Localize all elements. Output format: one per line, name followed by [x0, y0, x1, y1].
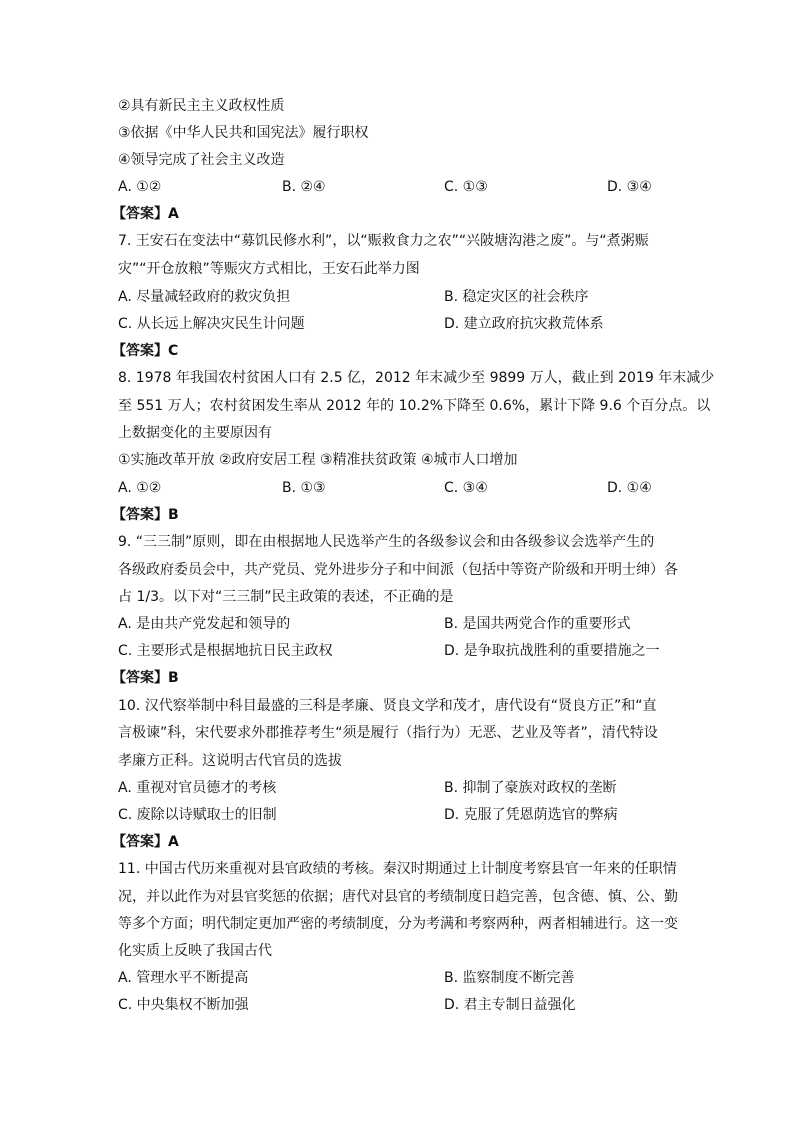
question-7-line-1: 7. 王安石在变法中“募饥民修水利”，以“赈救食力之农”“兴陂塘沟港之废”。与“煮粥赈 [118, 233, 649, 249]
question-9-line-3: 占 1/3。以下对“三三制”民主政策的表述，不正确的是 [118, 589, 454, 605]
option-b: B. 稳定灾区的社会秩序 [444, 289, 589, 305]
question-7-line-2: 灾”“开仓放粮”等赈灾方式相比，王安石此举力图 [118, 261, 420, 277]
option-d: D. ③④ [607, 179, 652, 195]
answer: 【答案】B [112, 507, 179, 523]
option-c: C. ①③ [444, 179, 488, 195]
answer: 【答案】C [112, 343, 179, 359]
statement-2: ②具有新民主主义政权性质 [118, 98, 285, 114]
option-d: D. 君主专制日益强化 [444, 997, 576, 1013]
question-11-line-3: 等多个方面；明代制定更加严密的考绩制度，分为考满和考察两种，两者相辅进行。这一变 [118, 916, 678, 932]
option-a: A. ①② [118, 179, 162, 195]
option-c: C. 主要形式是根据地抗日民主政权 [118, 643, 333, 659]
option-c: C. 废除以诗赋取士的旧制 [118, 807, 277, 823]
question-11-line-2: 况，并以此作为对县官奖惩的依据；唐代对县官的考绩制度日趋完善，包含德、慎、公、勤 [118, 889, 678, 905]
option-c: C. ③④ [444, 480, 488, 496]
option-d: D. 克服了凭恩荫选官的弊病 [444, 807, 618, 823]
question-11-line-1: 11. 中国古代历来重视对县官政绩的考核。秦汉时期通过上计制度考察县官一年来的任职情 [118, 861, 677, 877]
option-b: B. ②④ [282, 179, 326, 195]
question-8-items: ①实施改革开放 ②政府安居工程 ③精准扶贫政策 ④城市人口增加 [118, 452, 518, 468]
option-a: A. ①② [118, 480, 162, 496]
statement-3: ③依据《中华人民共和国宪法》履行职权 [118, 125, 369, 141]
question-8-line-3: 上数据变化的主要原因有 [118, 425, 272, 441]
question-9-line-2: 各级政府委员会中，共产党员、党外进步分子和中间派（包括中等资产阶级和开明士绅）各 [118, 562, 678, 578]
statement-4: ④领导完成了社会主义改造 [118, 152, 285, 168]
option-b: B. 是国共两党合作的重要形式 [444, 616, 631, 632]
question-8-line-2: 至 551 万人；农村贫困发生率从 2012 年的 10.2%下降至 0.6%，累计下降 9.6 个百分点。以 [118, 398, 711, 414]
option-b: B. 抑制了豪族对政权的垄断 [444, 780, 617, 796]
answer: 【答案】A [112, 206, 179, 222]
option-b: B. ①③ [282, 480, 326, 496]
answer: 【答案】B [112, 670, 179, 686]
option-d: D. 是争取抗战胜利的重要措施之一 [444, 643, 660, 659]
option-a: A. 是由共产党发起和领导的 [118, 616, 291, 632]
option-d: D. ①④ [607, 480, 652, 496]
option-a: A. 管理水平不断提高 [118, 970, 249, 986]
question-10-line-1: 10. 汉代察举制中科目最盛的三科是孝廉、贤良文学和茂才，唐代设有“贤良方正”和“直 [118, 698, 657, 714]
option-b: B. 监察制度不断完善 [444, 970, 575, 986]
question-11-line-4: 化实质上反映了我国古代 [118, 943, 272, 959]
option-c: C. 中央集权不断加强 [118, 997, 249, 1013]
option-a: A. 重视对官员德才的考核 [118, 780, 277, 796]
option-a: A. 尽量减轻政府的救灾负担 [118, 289, 291, 305]
option-c: C. 从长远上解决灾民生计问题 [118, 316, 305, 332]
question-10-line-2: 言极谏”科，宋代要求外郡推荐考生“须是履行（指行为）无恶、艺业及等者”，清代特设 [118, 725, 658, 741]
question-9-line-1: 9. “三三制”原则，即在由根据地人民选举产生的各级参议会和由各级参议会选举产生的 [118, 534, 655, 550]
question-10-line-3: 孝廉方正科。这说明古代官员的选拔 [118, 753, 342, 769]
answer: 【答案】A [112, 834, 179, 850]
question-8-line-1: 8. 1978 年我国农村贫困人口有 2.5 亿，2012 年末减少至 9899 万人，截止到 2019 年末减少 [118, 370, 715, 386]
option-d: D. 建立政府抗灾救荒体系 [444, 316, 604, 332]
